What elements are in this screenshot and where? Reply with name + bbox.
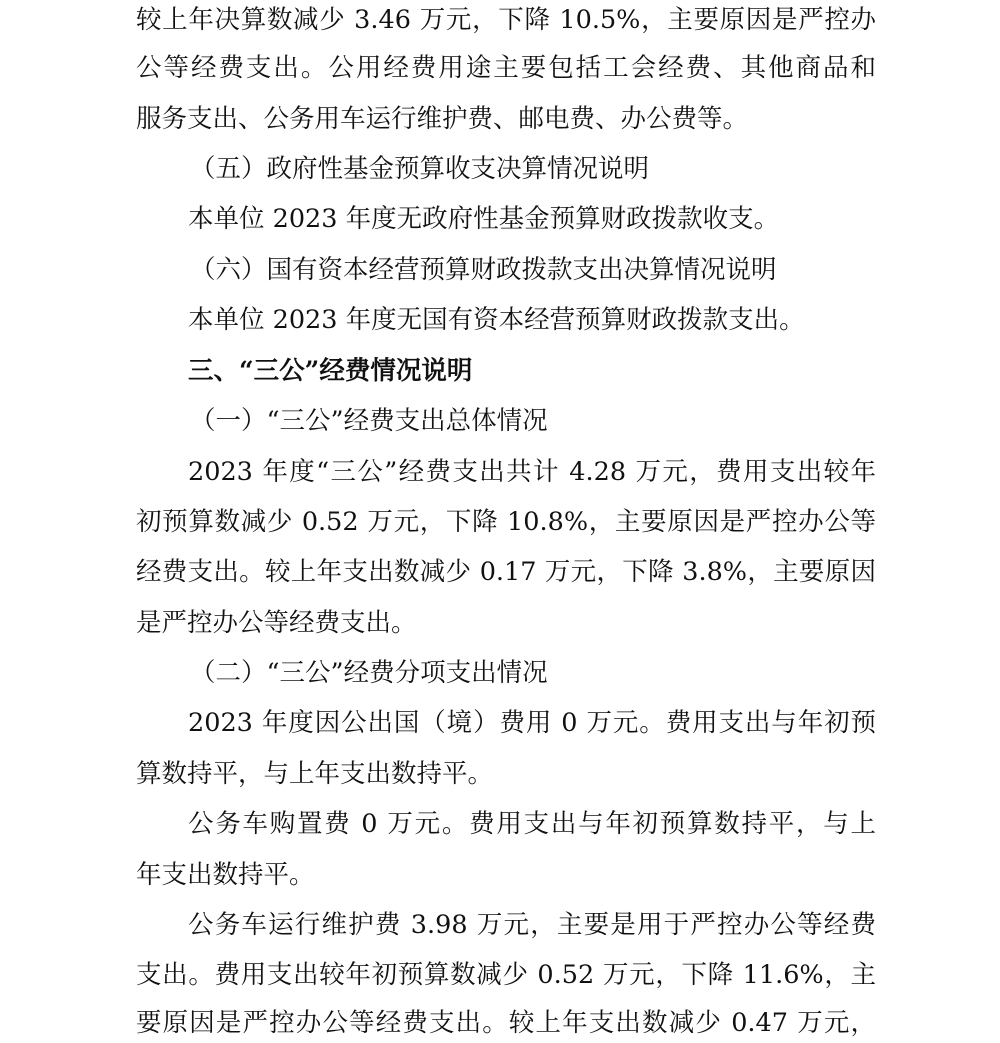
body-text-line: 初预算数减少 0.52 万元，下降 10.8%，主要原因是严控办公等 (136, 507, 876, 537)
body-text-line: 2023 年度因公出国（境）费用 0 万元。费用支出与年初预 (188, 708, 876, 738)
section-heading: （六）国有资本经营预算财政拨款支出决算情况说明 (190, 255, 777, 285)
body-text-line: 本单位 2023 年度无国有资本经营预算财政拨款支出。 (188, 305, 805, 335)
body-text-line: 经费支出。较上年支出数减少 0.17 万元，下降 3.8%，主要原因 (136, 557, 876, 587)
section-heading: （一）“三公”经费支出总体情况 (190, 406, 548, 436)
body-text-line: 公务车运行维护费 3.98 万元，主要是用于严控办公等经费 (188, 910, 876, 940)
body-text-line: 公务车购置费 0 万元。费用支出与年初预算数持平，与上 (188, 809, 876, 839)
body-text-line: 本单位 2023 年度无政府性基金预算财政拨款收支。 (188, 204, 780, 234)
body-text-line: 支出。费用支出较年初预算数减少 0.52 万元，下降 11.6%，主 (136, 960, 876, 990)
body-text-line: 2023 年度“三公”经费支出共计 4.28 万元，费用支出较年 (188, 457, 876, 487)
body-text-line: 服务支出、公务用车运行维护费、邮电费、办公费等。 (136, 104, 749, 134)
body-text-line: 公等经费支出。公用经费用途主要包括工会经费、其他商品和 (136, 53, 876, 83)
body-text-line: 年支出数持平。 (136, 860, 315, 890)
body-text-line: 要原因是严控办公等经费支出。较上年支出数减少 0.47 万元， (136, 1008, 876, 1038)
section-heading: （五）政府性基金预算收支决算情况说明 (190, 154, 650, 184)
body-text-line: 算数持平，与上年支出数持平。 (136, 759, 494, 789)
section-heading: （二）“三公”经费分项支出情况 (190, 658, 548, 688)
body-text-line: 是严控办公等经费支出。 (136, 608, 417, 638)
chapter-heading: 三、“三公”经费情况说明 (188, 356, 473, 386)
body-text-line: 较上年决算数减少 3.46 万元，下降 10.5%，主要原因是严控办 (136, 5, 876, 35)
